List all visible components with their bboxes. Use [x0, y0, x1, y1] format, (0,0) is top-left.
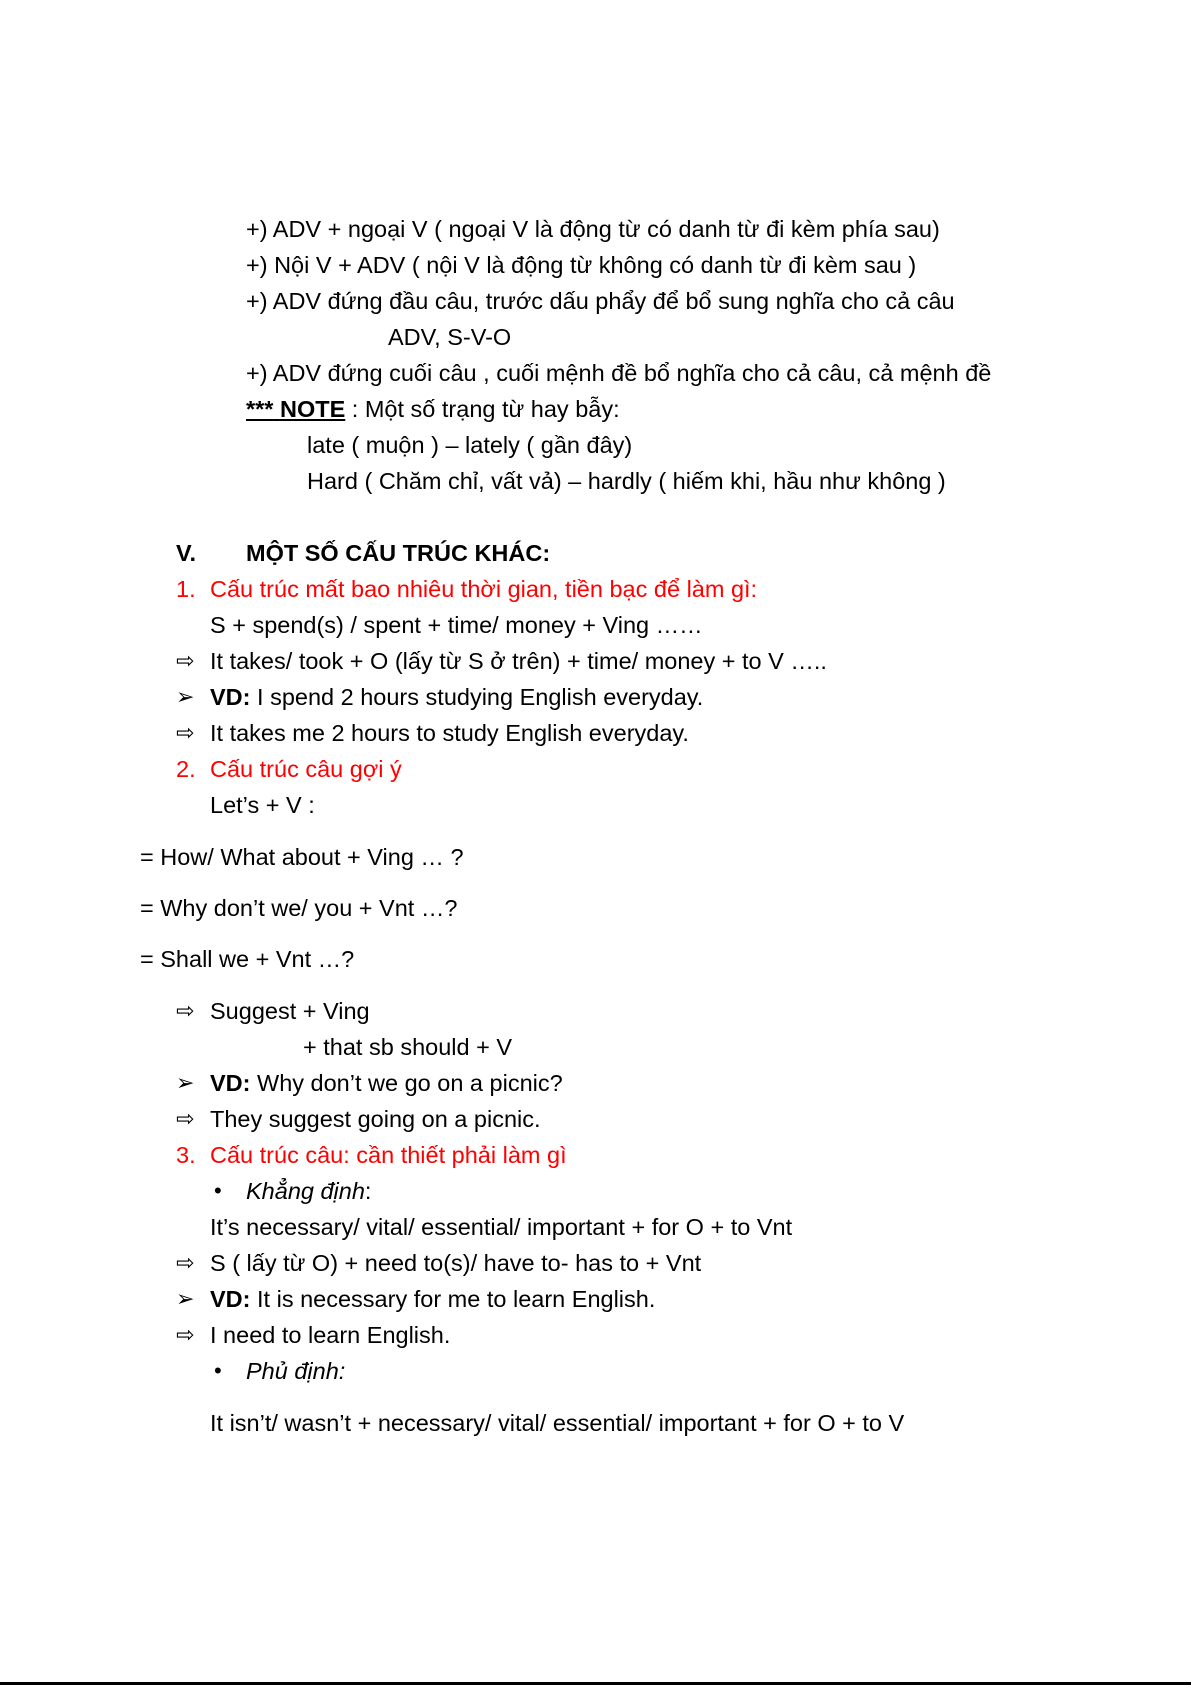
adv-rule-2: +) Nội V + ADV ( nội V là động từ không có danh từ đi kèm sau ) [246, 252, 917, 278]
s2-vd-text: Why don’t we go on a picnic? [250, 1070, 563, 1096]
note-item-2: Hard ( Chăm chỉ, vất vả) – hardly ( hiếm khi, hầu như không ) [307, 468, 946, 494]
s2-formula: Let’s + V : [210, 792, 315, 818]
s1-example-result: It takes me 2 hours to study English everyday. [210, 720, 689, 746]
s3-number: 3. [176, 1142, 196, 1168]
s2-alt-3: = Shall we + Vnt …? [140, 946, 355, 972]
s3-negative-label: Phủ định: [246, 1358, 346, 1384]
s2-suggest-1: Suggest + Ving [210, 998, 370, 1024]
s3-positive-colon: : [364, 1178, 372, 1204]
note-text: : Một số trạng từ hay bẫy: [351, 396, 620, 422]
s3-vd-label: VD: [210, 1286, 251, 1312]
implies-arrow-icon: ⇨ [176, 1106, 195, 1131]
implies-arrow-icon: ⇨ [176, 720, 195, 745]
s3-vd-text: It is necessary for me to learn English. [250, 1286, 656, 1312]
s3-equivalent: S ( lấy từ O) + need to(s)/ have to- has to + Vnt [210, 1250, 702, 1276]
s2-vd-label: VD: [210, 1070, 251, 1096]
s2-alt-1: = How/ What about + Ving … ? [140, 844, 464, 870]
adv-rule-3: +) ADV đứng đầu câu, trước dấu phẩy để bổ sung nghĩa cho cả câu [246, 288, 955, 314]
s1-vd-label: VD: [210, 684, 251, 710]
s3-title: Cấu trúc câu: cần thiết phải làm gì [210, 1142, 567, 1168]
s1-number: 1. [176, 576, 196, 602]
s2-suggest-2: + that sb should + V [303, 1034, 513, 1060]
s2-example [210, 1068, 563, 1098]
s2-example-result: They suggest going on a picnic. [210, 1106, 541, 1132]
s3-positive-word: Khẳng định [246, 1178, 365, 1204]
s2-alt-2: = Why don’t we/ you + Vnt …? [140, 895, 458, 921]
implies-arrow-icon: ⇨ [176, 648, 195, 673]
arrowhead-bullet-icon: ➢ [176, 1070, 195, 1095]
adv-rule-4: +) ADV đứng cuối câu , cuối mệnh đề bổ nghĩa cho cả câu, cả mệnh đề [246, 360, 992, 386]
s2-title: Cấu trúc câu gợi ý [210, 756, 402, 782]
note-marker: *** [246, 396, 274, 422]
s1-vd-text: I spend 2 hours studying English everyday. [250, 684, 704, 710]
s1-equivalent: It takes/ took + O (lấy từ S ở trên) + time/ money + to V ….. [210, 648, 827, 674]
s3-negative-formula: It isn’t/ wasn’t + necessary/ vital/ essential/ important + for O + to V [210, 1410, 905, 1436]
s3-positive-formula: It’s necessary/ vital/ essential/ important + for O + to Vnt [210, 1214, 793, 1240]
section-title: MỘT SỐ CẤU TRÚC KHÁC: [246, 540, 551, 566]
s3-example [210, 1284, 655, 1314]
adv-rule-1: +) ADV + ngoại V ( ngoại V là động từ có danh từ đi kèm phía sau) [246, 216, 940, 242]
note-label: NOTE [279, 396, 346, 422]
bullet-icon: • [214, 1358, 222, 1383]
s1-example [210, 682, 703, 712]
arrowhead-bullet-icon: ➢ [176, 684, 195, 709]
note-item-1: late ( muộn ) – lately ( gần đây) [307, 432, 633, 458]
note-line [246, 394, 620, 424]
bullet-icon: • [214, 1178, 222, 1203]
s1-title: Cấu trúc mất bao nhiêu thời gian, tiền bạc để làm gì: [210, 576, 758, 602]
arrowhead-bullet-icon: ➢ [176, 1286, 195, 1311]
adv-rule-3-example: ADV, S-V-O [388, 324, 512, 350]
section-number: V. [176, 540, 197, 566]
implies-arrow-icon: ⇨ [176, 1322, 195, 1347]
implies-arrow-icon: ⇨ [176, 998, 195, 1023]
s3-positive-label [246, 1176, 371, 1206]
s3-example-result: I need to learn English. [210, 1322, 451, 1348]
s1-formula: S + spend(s) / spent + time/ money + Ving …… [210, 612, 703, 638]
s2-number: 2. [176, 756, 196, 782]
implies-arrow-icon: ⇨ [176, 1250, 195, 1275]
